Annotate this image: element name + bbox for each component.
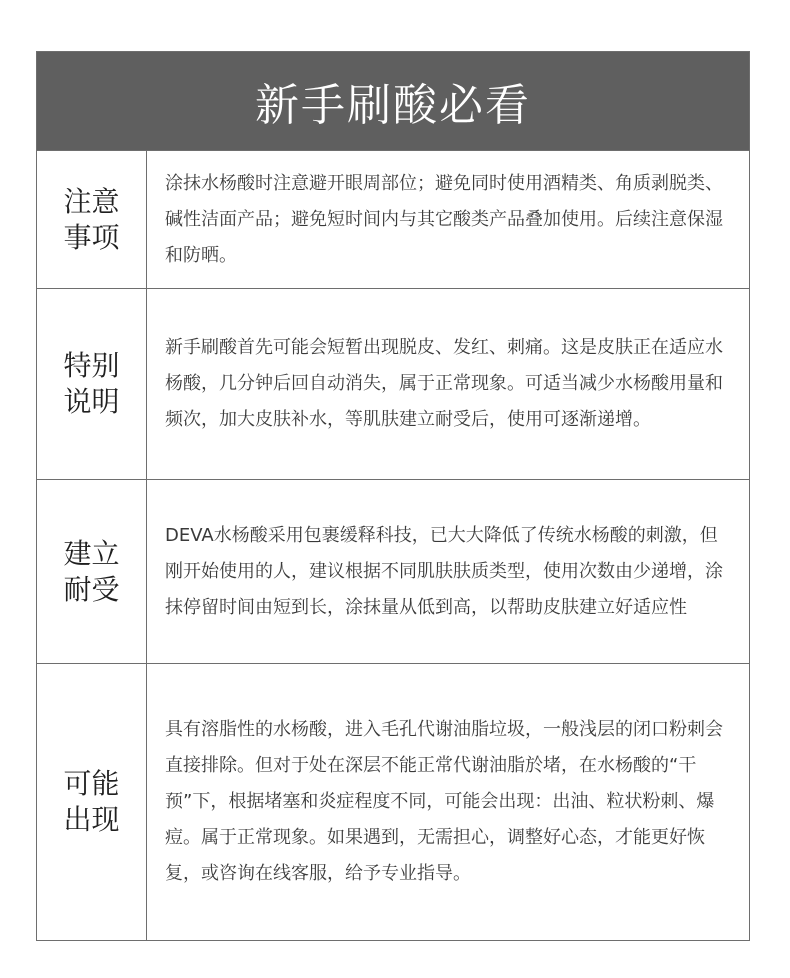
section-text: 新手刷酸首先可能会短暂出现脱皮、发红、刺痛。这是皮肤正在适应水杨酸，几分钟后回自动消失，属于正常现象。可适当减少水杨酸用量和频次，加大皮肤补水，等肌肤建立耐受后，使用可逐渐递增。 (165, 337, 723, 430)
section-row-possible-reactions (37, 663, 749, 940)
section-content-cell (147, 480, 749, 663)
section-row-special-notes (37, 288, 749, 479)
section-content-cell (147, 151, 749, 288)
section-label: 注意事项 (63, 184, 120, 254)
section-label-cell (37, 289, 147, 479)
section-label: 可能出现 (63, 767, 120, 836)
section-label: 建立耐受 (63, 536, 120, 606)
section-row-precautions (37, 150, 749, 288)
page-title: 新手刷酸必看 (37, 52, 749, 150)
info-panel (36, 51, 750, 941)
section-content-cell (147, 289, 749, 479)
section-text: 涂抹水杨酸时注意避开眼周部位；避免同时使用酒精类、角质剥脱类、碱性洁面产品；避免短时间内与其它酸类产品叠加使用。后续注意保湿和防晒。 (165, 172, 723, 266)
section-content-cell (147, 664, 749, 940)
section-label-cell (37, 480, 147, 663)
section-label: 特别说明 (63, 349, 120, 418)
section-label-cell (37, 151, 147, 288)
section-row-build-tolerance (37, 479, 749, 663)
section-label-cell (37, 664, 147, 940)
section-text: DEVA水杨酸采用包裹缓释科技，已大大降低了传统水杨酸的刺激，但刚开始使用的人，建议根据不同肌肤肤质类型，使用次数由少递增，涂抹停留时间由短到长，涂抹量从低到高，以帮助皮肤建立好适应性 (165, 524, 723, 618)
section-text: 具有溶脂性的水杨酸，进入毛孔代谢油脂垃圾，一般浅层的闭口粉刺会直接排除。但对于处在深层不能正常代谢油脂於堵，在水杨酸的“干预”下，根据堵塞和炎症程度不同，可能会出现：出油、粒状粉刺、爆痘。属于正常现象。如果遇到，无需担心，调整好心态，才能更好恢复，或咨询在线客服，给予专业指导。 (165, 719, 723, 884)
